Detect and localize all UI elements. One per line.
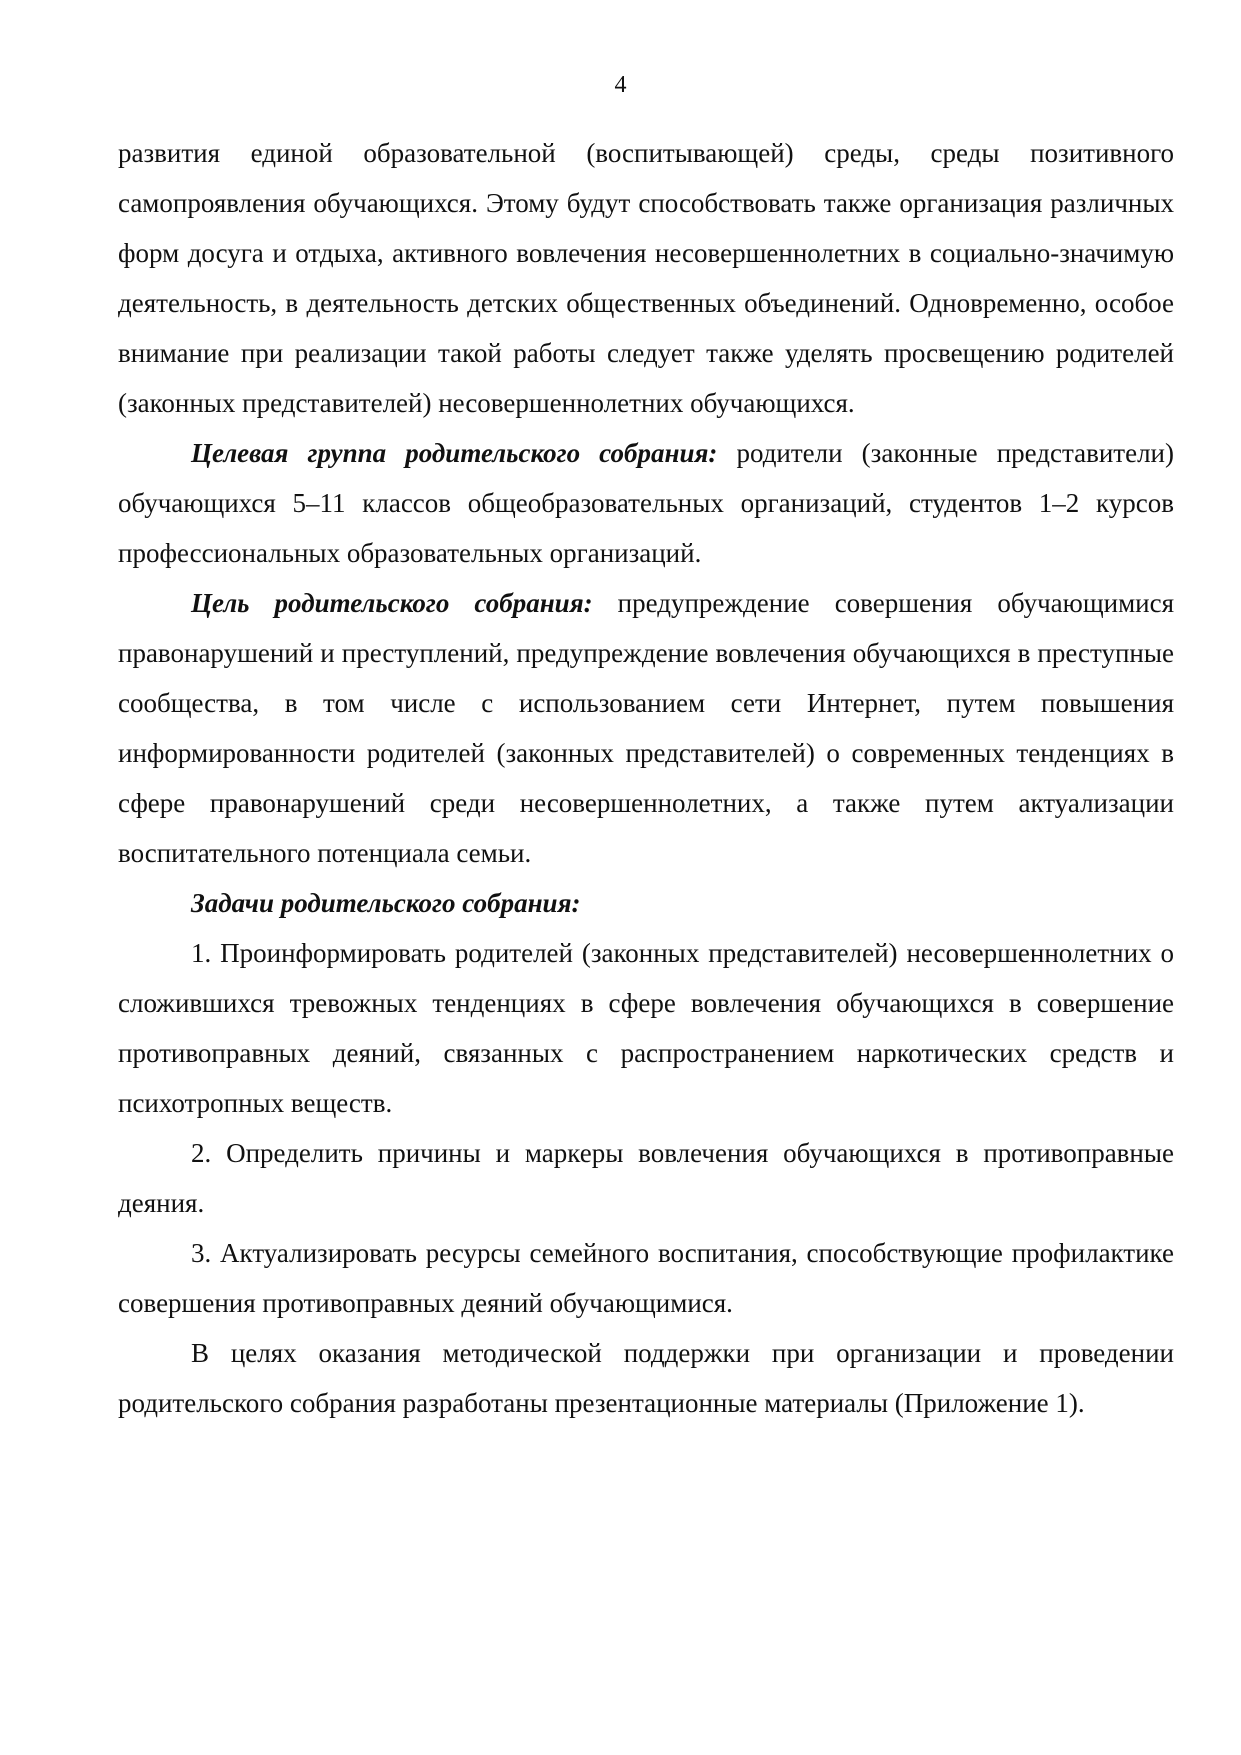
target-group-text: родители (законные представители) обучающихся 5–11 классов общеобразовательных организаций, студентов 1–2 курсов профессиональных образовательных организаций. [118, 438, 1174, 568]
target-group-label: Целевая группа родительского собрания: [191, 438, 718, 468]
tasks-label: Задачи родительского собрания: [191, 888, 581, 918]
task-item-2: 2. Определить причины и маркеры вовлечения обучающихся в противоправные деяния. [118, 1138, 1174, 1218]
task-item-1: 1. Проинформировать родителей (законных представителей) несовершеннолетних о сложившихся тревожных тенденциях в сфере вовлечения обучающихся в совершение противоправных деяний, связанных с распространением наркотических средств и психотропных веществ. [118, 938, 1174, 1118]
goal-text: предупреждение совершения обучающимися правонарушений и преступлений, предупреждение вовлечения обучающихся в преступные сообщества, в том числе с использованием сети Интернет, путем повышения информированности родителей (законных представителей) о современных тенденциях в сфере правонарушений среди несовершеннолетних, а также путем актуализации воспитательного потенциала семьи. [118, 588, 1175, 868]
intro-paragraph: развития единой образовательной (воспитывающей) среды, среды позитивного самопроявления обучающихся. Этому будут способствовать также организация различных форм досуга и отдыха, активного вовлечения несовершеннолетних в социально-значимую деятельность, в деятельность детских общественных объединений. Одновременно, особое внимание при реализации такой работы следует также уделять просвещению родителей (законных представителей) несовершеннолетних обучающихся. [118, 138, 1174, 418]
target-group-paragraph [118, 428, 1174, 578]
closing-paragraph: В целях оказания методической поддержки при организации и проведении родительского собрания разработаны презентационные материалы (Приложение 1). [118, 1338, 1174, 1418]
document-body [118, 128, 1174, 1428]
task-item-3: 3. Актуализировать ресурсы семейного воспитания, способствующие профилактике совершения противоправных деяний обучающимися. [118, 1238, 1174, 1318]
page-number: 4 [614, 72, 627, 98]
tasks-heading [118, 878, 1174, 928]
goal-paragraph [118, 578, 1174, 878]
goal-label: Цель родительского собрания: [191, 588, 593, 618]
